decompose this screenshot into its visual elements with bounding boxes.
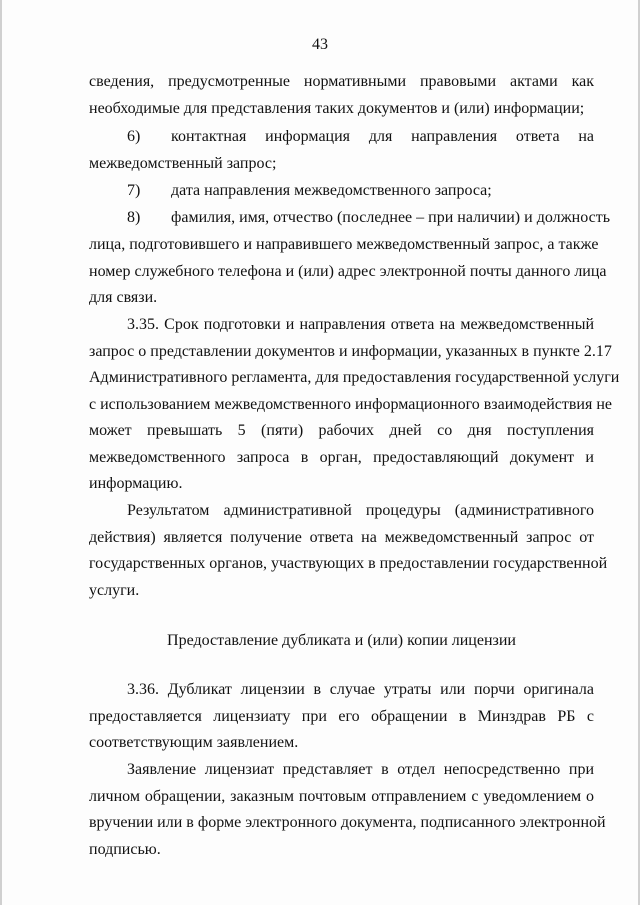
text-line: необходимые для представления таких документов и (или) информации; bbox=[89, 100, 585, 117]
text-line: предоставляется лицензиату при его обращении в Минздрав РБ с bbox=[89, 708, 594, 725]
text-line: номер служебного телефона и (или) адрес электронной почты данного лица bbox=[89, 263, 607, 280]
text-line: услуги. bbox=[89, 582, 140, 599]
paragraph-3-36-start: 3.36. Дубликат лицензии в случае утраты или порчи оригинала bbox=[127, 681, 594, 698]
text-line: запрос о представлении документов и информации, указанных в пункте 2.17 bbox=[89, 343, 612, 360]
text-line: с использованием межведомственного информационного взаимодействия не bbox=[89, 396, 612, 413]
list-number: 6) bbox=[127, 128, 141, 145]
text-line: может превышать 5 (пяти) рабочих дней со дня поступления bbox=[89, 422, 594, 439]
list-item-text: дата направления межведомственного запроса; bbox=[171, 182, 492, 199]
list-number: 7) bbox=[127, 182, 141, 199]
list-item-6 bbox=[127, 127, 594, 147]
list-item-7 bbox=[127, 181, 594, 201]
list-number: 8) bbox=[127, 209, 141, 226]
text-line: Административного регламента, для предоставления государственной услуги bbox=[89, 369, 620, 386]
page-number: 43 bbox=[312, 36, 328, 53]
text-line: межведомственный запрос; bbox=[89, 155, 277, 172]
text-line: для связи. bbox=[89, 289, 158, 306]
text-line: действия) является получение ответа на межведомственный запрос от bbox=[89, 529, 594, 546]
text-line: информацию. bbox=[89, 475, 183, 492]
text-line: вручении или в форме электронного документа, подписанного электронной bbox=[89, 814, 606, 831]
list-item-text: контактная информация для направления ответа на bbox=[171, 128, 594, 145]
list-item-text: фамилия, имя, отчество (последнее – при наличии) и должность bbox=[171, 209, 611, 226]
text-line: государственных органов, участвующих в предоставлении государственной bbox=[89, 555, 608, 572]
text-line: сведения, предусмотренные нормативными правовыми актами как bbox=[89, 73, 594, 90]
paragraph-3-35-start: 3.35. Срок подготовки и направления ответа на межведомственный bbox=[127, 316, 594, 333]
text-line: подписью. bbox=[89, 841, 161, 858]
text-line: межведомственного запроса в орган, предоставляющий документ и bbox=[89, 449, 594, 466]
paragraph-result-start: Результатом административной процедуры (административного bbox=[127, 502, 594, 519]
paragraph-application-start: Заявление лицензиат представляет в отдел непосредственно при bbox=[127, 761, 594, 778]
list-item-8 bbox=[127, 208, 611, 228]
section-heading: Предоставление дубликата и (или) копии лицензии bbox=[167, 632, 516, 649]
page-left-edge bbox=[0, 0, 2, 905]
text-line: лица, подготовившего и направившего межведомственный запрос, а также bbox=[89, 236, 599, 253]
text-line: личном обращении, заказным почтовым отправлением с уведомлением о bbox=[89, 788, 594, 805]
text-line: соответствующим заявлением. bbox=[89, 734, 299, 751]
